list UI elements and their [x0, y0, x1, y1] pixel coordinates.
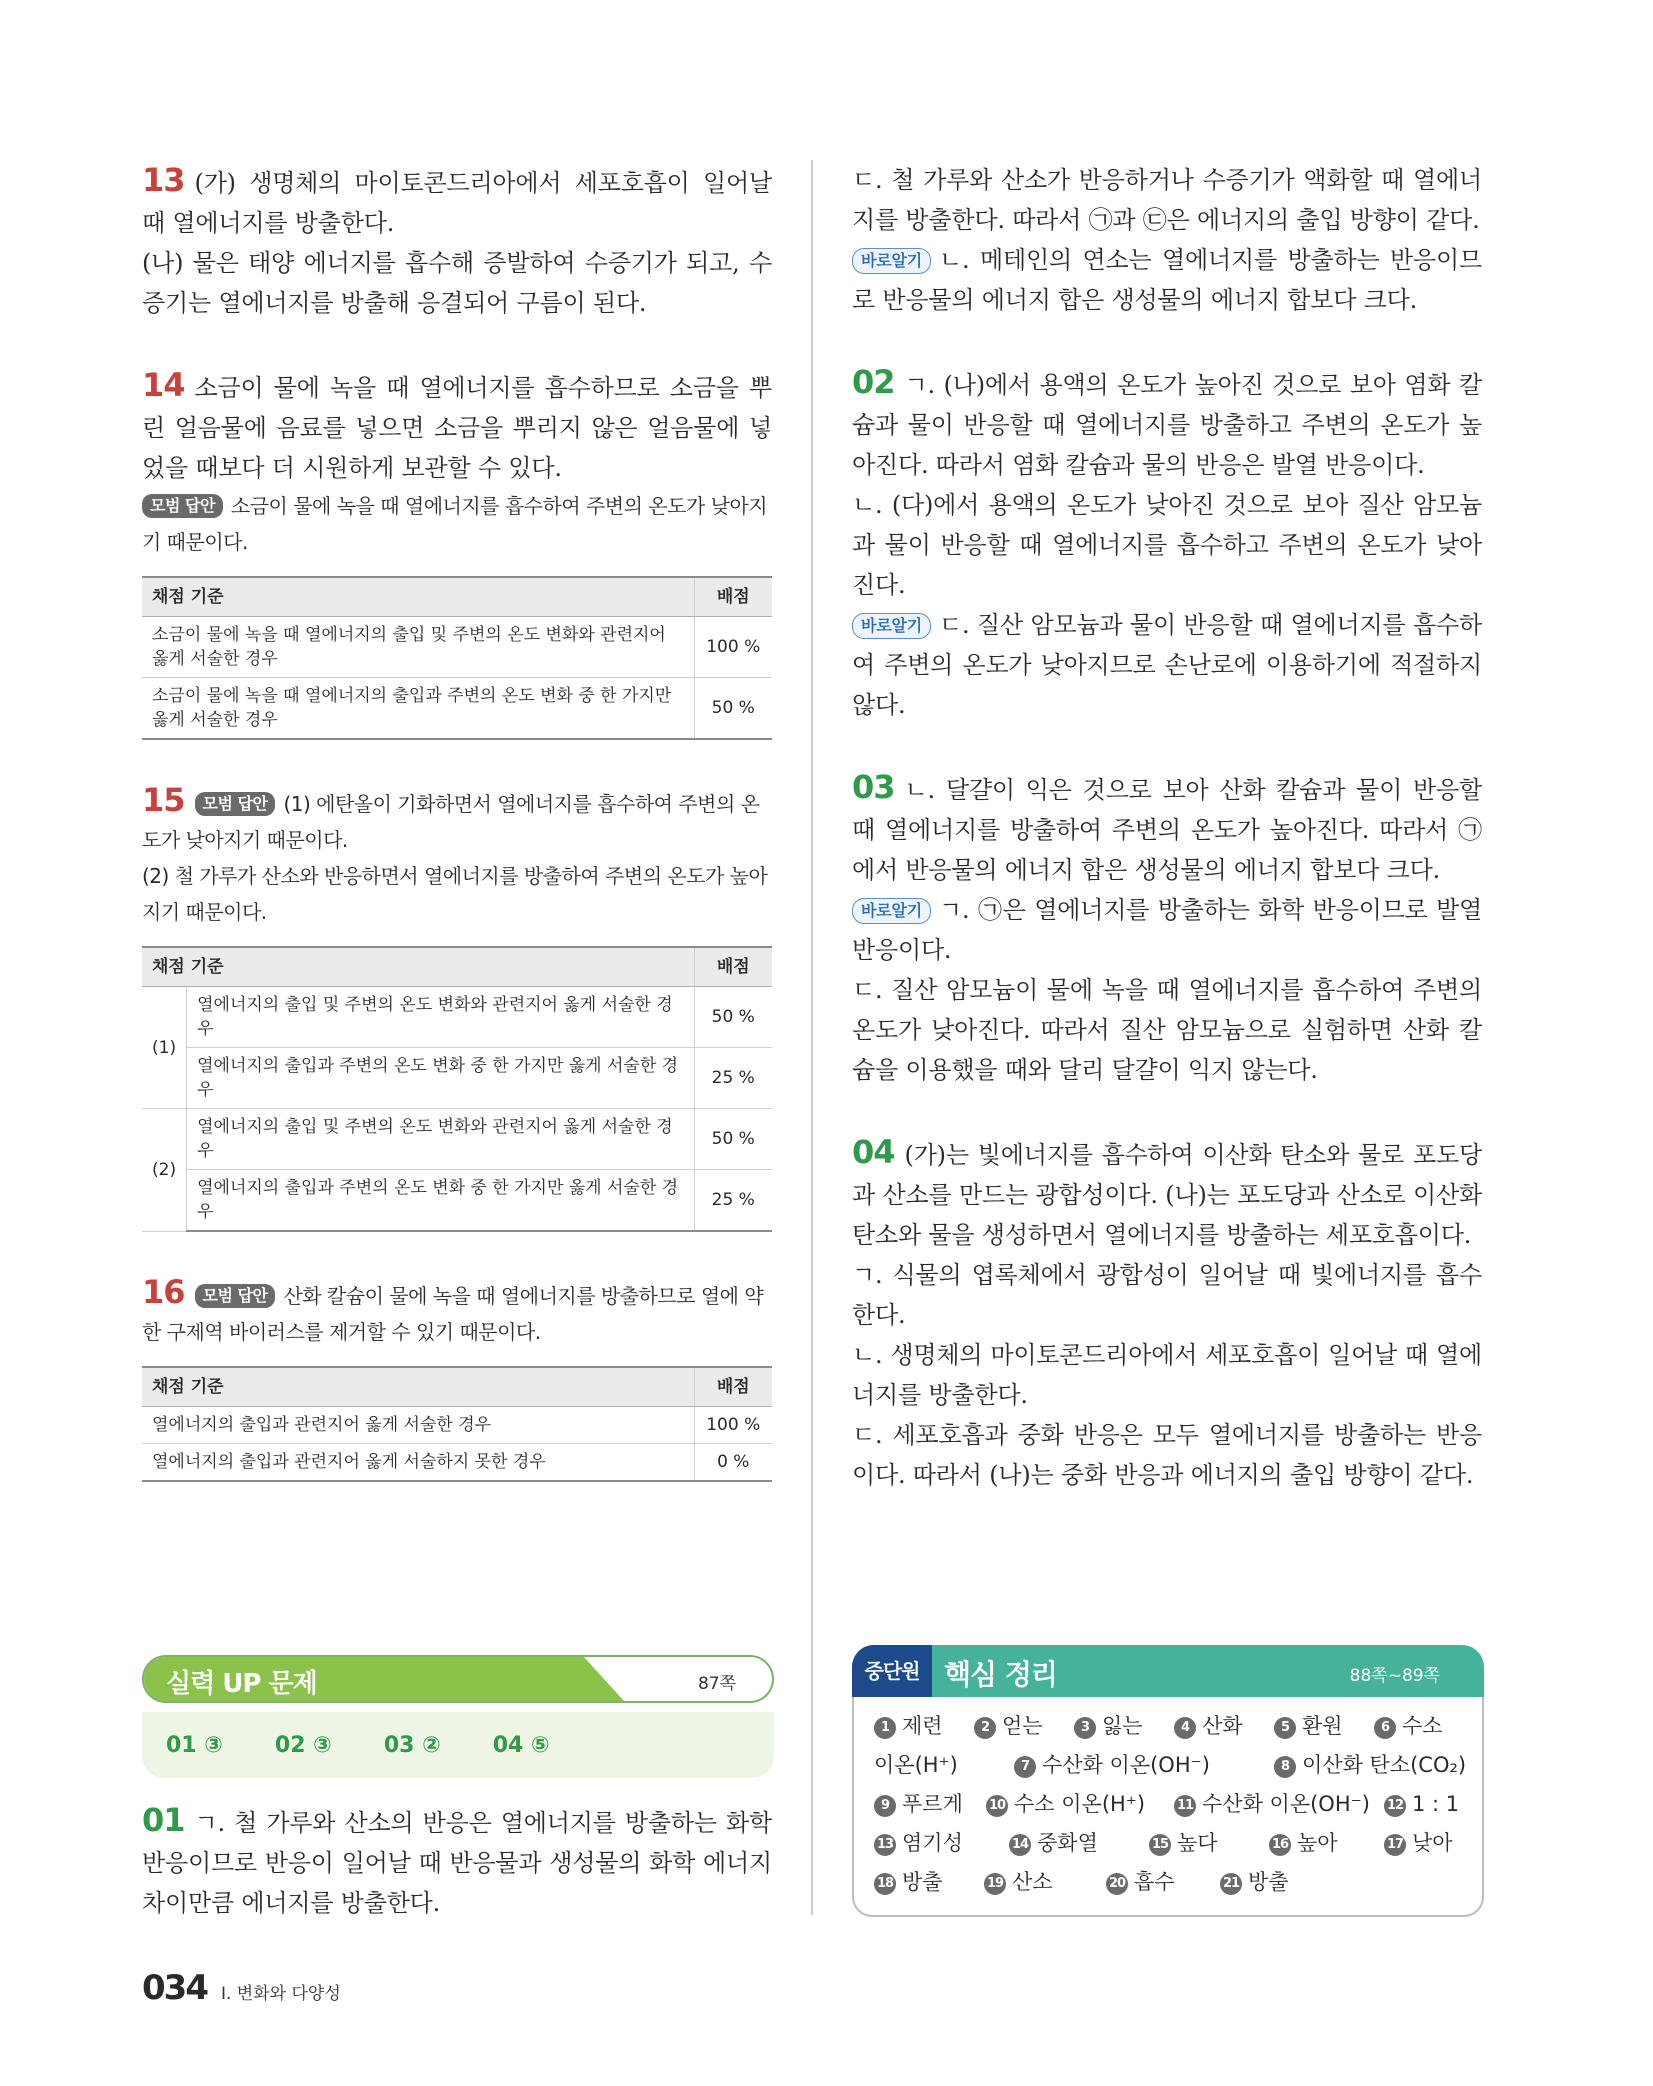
core-item — [874, 1707, 943, 1746]
core-item-text: 염기성 — [902, 1831, 963, 1855]
a03-text-1: ㄴ. 달걀이 익은 것으로 보아 산화 칼슘과 물이 반응할 때 열에너지를 방출하여 주변의 온도가 높아진다. 따라서 ㉠에서 반응물의 에너지 합은 생성물의 에너지 합보다 크다. — [852, 776, 1482, 884]
table-header-score: 배점 — [694, 1367, 772, 1407]
a01-fix-text: ㄴ. 메테인의 연소는 열에너지를 방출하는 반응이므로 반응물의 에너지 합은 생성물의 에너지 합보다 크다. — [852, 246, 1482, 314]
skill-up-title: 실력 UP 문제 — [166, 1669, 317, 1699]
core-item-text: 얻는 — [1002, 1714, 1043, 1738]
q16-paragraph — [142, 1274, 772, 1350]
core-summary-header — [852, 1645, 1484, 1697]
number-circle-icon: 6 — [1374, 1717, 1396, 1739]
question-15 — [142, 782, 772, 1232]
answer-03 — [852, 767, 1482, 1090]
core-summary-body — [852, 1697, 1484, 1917]
a04-text-2: ㄱ. 식물의 엽록체에서 광합성이 일어날 때 빛에너지를 흡수한다. — [852, 1261, 1482, 1329]
core-item — [1374, 1707, 1443, 1746]
core-item — [974, 1707, 1043, 1746]
table-cell-score: 25 % — [694, 1170, 772, 1232]
core-item-text: 이온(H⁺) — [874, 1753, 958, 1777]
core-item-text: 높다 — [1177, 1831, 1218, 1855]
core-item — [1220, 1863, 1289, 1902]
core-item — [1074, 1707, 1143, 1746]
question-13 — [142, 160, 772, 323]
core-item — [1014, 1746, 1210, 1785]
number-circle-icon: 9 — [874, 1795, 896, 1817]
q15-number: 15 — [142, 781, 185, 819]
core-item — [1269, 1824, 1338, 1863]
core-item — [1149, 1824, 1218, 1863]
core-item-text: 산소 — [1012, 1870, 1053, 1894]
table-cell-score: 50 % — [694, 987, 772, 1048]
core-item-text: 잃는 — [1102, 1714, 1143, 1738]
core-item-text: 낮아 — [1412, 1831, 1453, 1855]
q15-paragraph-1 — [142, 782, 772, 858]
table-cell-score: 100 % — [694, 617, 772, 678]
number-circle-icon: 10 — [986, 1795, 1008, 1817]
table-row — [142, 1109, 772, 1170]
core-item-text: 제련 — [902, 1714, 943, 1738]
a02-text-1: ㄱ. (나)에서 용액의 온도가 높아진 것으로 보아 염화 칼슘과 물이 반응할 때 열에너지를 방출하고 주변의 온도가 높아진다. 따라서 염화 칼슘과 물의 반응은 발열 반응이다. — [852, 371, 1482, 479]
q13-text-2: (나) 물은 태양 에너지를 흡수해 증발하여 수증기가 되고, 수증기는 열에너지를 방출해 응결되어 구름이 된다. — [142, 249, 772, 317]
core-item-text: 수산화 이온(OH⁻) — [1042, 1753, 1210, 1777]
table-cell-criteria: 소금이 물에 녹을 때 열에너지의 출입 및 주변의 온도 변화와 관련지어 옳게 서술한 경우 — [142, 617, 694, 678]
core-item-text: 흡수 — [1134, 1870, 1175, 1894]
page-footer — [142, 1968, 341, 2008]
table-cell-score: 100 % — [694, 1407, 772, 1444]
q14-model-text: 소금이 물에 녹을 때 열에너지를 흡수하여 주변의 온도가 낮아지기 때문이다. — [142, 494, 768, 554]
core-item — [986, 1785, 1145, 1824]
skill-up-answers — [142, 1712, 774, 1778]
core-item-text: 이산화 탄소(CO₂) — [1302, 1753, 1467, 1777]
number-circle-icon: 15 — [1149, 1834, 1171, 1856]
skill-up-header — [142, 1655, 774, 1703]
number-circle-icon: 21 — [1220, 1873, 1242, 1895]
fix-badge: 바로알기 — [852, 248, 931, 274]
table-row — [142, 1170, 772, 1232]
a04-text-4: ㄷ. 세포호흡과 중화 반응은 모두 열에너지를 방출하는 반응이다. 따라서 (나)는 중화 반응과 에너지의 출입 방향이 같다. — [852, 1421, 1482, 1489]
a01-fix — [852, 240, 1482, 320]
a04-number: 04 — [852, 1133, 895, 1171]
core-item — [1009, 1824, 1098, 1863]
q14-paragraph — [142, 365, 772, 488]
fix-badge: 바로알기 — [852, 898, 931, 924]
core-summary-box — [852, 1645, 1484, 1917]
core-summary-title: 핵심 정리 — [944, 1658, 1057, 1691]
a01-text-2: ㄷ. 철 가루와 산소가 반응하거나 수증기가 액화할 때 열에너지를 방출한다. 따라서 ㉠과 ㉢은 에너지의 출입 방향이 같다. — [852, 166, 1482, 234]
number-circle-icon: 17 — [1384, 1834, 1406, 1856]
core-item-text: 1 : 1 — [1412, 1792, 1460, 1816]
table-row — [142, 617, 772, 678]
table-cell-score: 25 % — [694, 1048, 772, 1109]
core-item-text: 중화열 — [1037, 1831, 1098, 1855]
number-circle-icon: 19 — [984, 1873, 1006, 1895]
table-header-criteria: 채점 기준 — [142, 947, 694, 987]
a02-text-2: ㄴ. (다)에서 용액의 온도가 낮아진 것으로 보아 질산 암모늄과 물이 반응할 때 열에너지를 흡수하고 주변의 온도가 낮아진다. — [852, 491, 1482, 599]
page-number: 034 — [142, 1968, 207, 2008]
table-cell-criteria: 열에너지의 출입 및 주변의 온도 변화와 관련지어 옳게 서술한 경우 — [187, 987, 694, 1048]
core-item — [874, 1863, 943, 1902]
a03-number: 03 — [852, 768, 895, 806]
q16-number: 16 — [142, 1273, 185, 1311]
fix-badge: 바로알기 — [852, 613, 931, 639]
chapter-title: Ⅰ. 변화와 다양성 — [220, 1984, 341, 2004]
q16-model-text: 산화 칼슘이 물에 녹을 때 열에너지를 방출하므로 열에 약한 구제역 바이러스를 제거할 수 있기 때문이다. — [142, 1284, 764, 1344]
table-row — [142, 1048, 772, 1109]
q13-text-1: (가) 생명체의 마이토콘드리아에서 세포호흡이 일어날 때 열에너지를 방출한다. — [142, 169, 772, 237]
core-row — [874, 1863, 1462, 1902]
model-answer-badge: 모범 답안 — [195, 792, 276, 816]
number-circle-icon: 12 — [1384, 1795, 1406, 1817]
table-row — [142, 1444, 772, 1482]
core-row — [874, 1785, 1462, 1824]
core-item-text: 방출 — [902, 1870, 943, 1894]
q16-score-table — [142, 1366, 772, 1482]
answer-item: 04 ⑤ — [492, 1732, 550, 1758]
a01-paragraph-1 — [142, 1800, 772, 1923]
core-item — [1274, 1707, 1343, 1746]
q14-text: 소금이 물에 녹을 때 열에너지를 흡수하므로 소금을 뿌린 얼음물에 음료를 넣으면 소금을 뿌리지 않은 얼음물에 넣었을 때보다 더 시원하게 보관할 수 있다. — [142, 374, 772, 482]
a04-text-3: ㄴ. 생명체의 마이토콘드리아에서 세포호흡이 일어날 때 열에너지를 방출한다. — [852, 1341, 1482, 1409]
table-row — [142, 678, 772, 740]
core-row — [874, 1707, 1462, 1746]
a03-text-2: ㄷ. 질산 암모늄이 물에 녹을 때 열에너지를 흡수하여 주변의 온도가 낮아진다. 따라서 질산 암모늄으로 실험하면 산화 칼슘을 이용했을 때와 달리 달걀이 익지 않는다. — [852, 976, 1482, 1084]
core-item — [874, 1785, 963, 1824]
core-item — [874, 1746, 958, 1785]
number-circle-icon: 11 — [1174, 1795, 1196, 1817]
q13-paragraph-1 — [142, 160, 772, 243]
question-14 — [142, 365, 772, 740]
a01-text-1: ㄱ. 철 가루와 산소의 반응은 열에너지를 방출하는 화학 반응이므로 반응이 일어날 때 반응물과 생성물의 화학 에너지 차이만큼 에너지를 방출한다. — [142, 1809, 772, 1917]
model-answer-badge: 모범 답안 — [142, 494, 223, 518]
q14-score-table — [142, 576, 772, 740]
question-16 — [142, 1274, 772, 1482]
table-group-label: (1) — [142, 987, 187, 1109]
core-item — [984, 1863, 1053, 1902]
core-item — [1384, 1824, 1453, 1863]
core-row — [874, 1746, 1467, 1785]
right-column — [852, 160, 1482, 1537]
q14-number: 14 — [142, 366, 185, 404]
core-summary-tag: 중단원 — [852, 1645, 932, 1697]
core-item — [874, 1824, 963, 1863]
core-item — [1384, 1785, 1459, 1824]
number-circle-icon: 8 — [1274, 1756, 1296, 1778]
number-circle-icon: 13 — [874, 1834, 896, 1856]
table-header-score: 배점 — [694, 947, 772, 987]
a02-fix-text: ㄷ. 질산 암모늄과 물이 반응할 때 열에너지를 흡수하여 주변의 온도가 낮아지므로 손난로에 이용하기에 적절하지 않다. — [852, 611, 1482, 719]
table-cell-score: 50 % — [694, 678, 772, 740]
table-cell-criteria: 열에너지의 출입과 관련지어 옳게 서술한 경우 — [142, 1407, 694, 1444]
number-circle-icon: 5 — [1274, 1717, 1296, 1739]
answer-01 — [142, 1800, 772, 1923]
table-cell-score: 0 % — [694, 1444, 772, 1482]
a04-text-1: (가)는 빛에너지를 흡수하여 이산화 탄소와 물로 포도당과 산소를 만드는 광합성이다. (나)는 포도당과 산소로 이산화 탄소와 물을 생성하면서 열에너지를 방출하는 세포호흡이다. — [852, 1141, 1482, 1249]
column-divider — [811, 160, 813, 1915]
answer-item: 03 ② — [383, 1732, 441, 1758]
table-cell-score: 50 % — [694, 1109, 772, 1170]
q14-model-answer — [142, 488, 772, 560]
core-item — [1106, 1863, 1175, 1902]
a04-paragraph-1 — [852, 1132, 1482, 1255]
core-item-text: 산화 — [1202, 1714, 1243, 1738]
core-summary-page: 88쪽~89쪽 — [1349, 1666, 1440, 1686]
table-cell-criteria: 열에너지의 출입과 주변의 온도 변화 중 한 가지만 옳게 서술한 경우 — [187, 1170, 694, 1232]
number-circle-icon: 7 — [1014, 1756, 1036, 1778]
table-cell-criteria: 열에너지의 출입과 관련지어 옳게 서술하지 못한 경우 — [142, 1444, 694, 1482]
core-item-text: 수산화 이온(OH⁻) — [1202, 1792, 1370, 1816]
number-circle-icon: 14 — [1009, 1834, 1031, 1856]
core-item-text: 수소 이온(H⁺) — [1014, 1792, 1146, 1816]
a02-fix — [852, 605, 1482, 725]
a03-fix — [852, 890, 1482, 970]
number-circle-icon: 4 — [1174, 1717, 1196, 1739]
core-item-text: 푸르게 — [902, 1792, 963, 1816]
model-answer-badge: 모범 답안 — [195, 1284, 276, 1308]
left-column — [142, 160, 772, 1524]
core-item-text: 수소 — [1402, 1714, 1443, 1738]
answer-item: 02 ③ — [274, 1732, 332, 1758]
core-item-text: 높아 — [1297, 1831, 1338, 1855]
table-cell-criteria: 소금이 물에 녹을 때 열에너지의 출입과 주변의 온도 변화 중 한 가지만 옳게 서술한 경우 — [142, 678, 694, 740]
q15-text-2: (2) 철 가루가 산소와 반응하면서 열에너지를 방출하여 주변의 온도가 높아지기 때문이다. — [142, 864, 768, 924]
answer-02 — [852, 362, 1482, 725]
q15-score-table — [142, 946, 772, 1232]
table-header-criteria: 채점 기준 — [142, 577, 694, 617]
core-item — [1174, 1707, 1243, 1746]
number-circle-icon: 1 — [874, 1717, 896, 1739]
table-cell-criteria: 열에너지의 출입 및 주변의 온도 변화와 관련지어 옳게 서술한 경우 — [187, 1109, 694, 1170]
core-row — [874, 1824, 1462, 1863]
a01-number: 01 — [142, 1801, 185, 1839]
number-circle-icon: 18 — [874, 1873, 896, 1895]
answer-item: 01 ③ — [166, 1732, 223, 1758]
q13-number: 13 — [142, 161, 185, 199]
table-header-criteria: 채점 기준 — [142, 1367, 694, 1407]
answer-04 — [852, 1132, 1482, 1495]
core-item-text: 환원 — [1302, 1714, 1343, 1738]
a03-paragraph-1 — [852, 767, 1482, 890]
table-header-score: 배점 — [694, 577, 772, 617]
table-group-label: (2) — [142, 1109, 187, 1232]
table-row — [142, 1407, 772, 1444]
a02-number: 02 — [852, 363, 895, 401]
table-row — [142, 987, 772, 1048]
core-item — [1174, 1785, 1370, 1824]
core-item — [1274, 1746, 1466, 1785]
number-circle-icon: 16 — [1269, 1834, 1291, 1856]
answer-01-continued — [852, 160, 1482, 320]
a03-fix-text: ㄱ. ㉠은 열에너지를 방출하는 화학 반응이므로 발열 반응이다. — [852, 896, 1482, 964]
a02-paragraph-1 — [852, 362, 1482, 485]
skill-up-page: 87쪽 — [697, 1674, 736, 1694]
number-circle-icon: 2 — [974, 1717, 996, 1739]
number-circle-icon: 3 — [1074, 1717, 1096, 1739]
core-item-text: 방출 — [1248, 1870, 1289, 1894]
number-circle-icon: 20 — [1106, 1873, 1128, 1895]
table-cell-criteria: 열에너지의 출입과 주변의 온도 변화 중 한 가지만 옳게 서술한 경우 — [187, 1048, 694, 1109]
q15-text-1: (1) 에탄올이 기화하면서 열에너지를 흡수하여 주변의 온도가 낮아지기 때문이다. — [142, 792, 760, 852]
